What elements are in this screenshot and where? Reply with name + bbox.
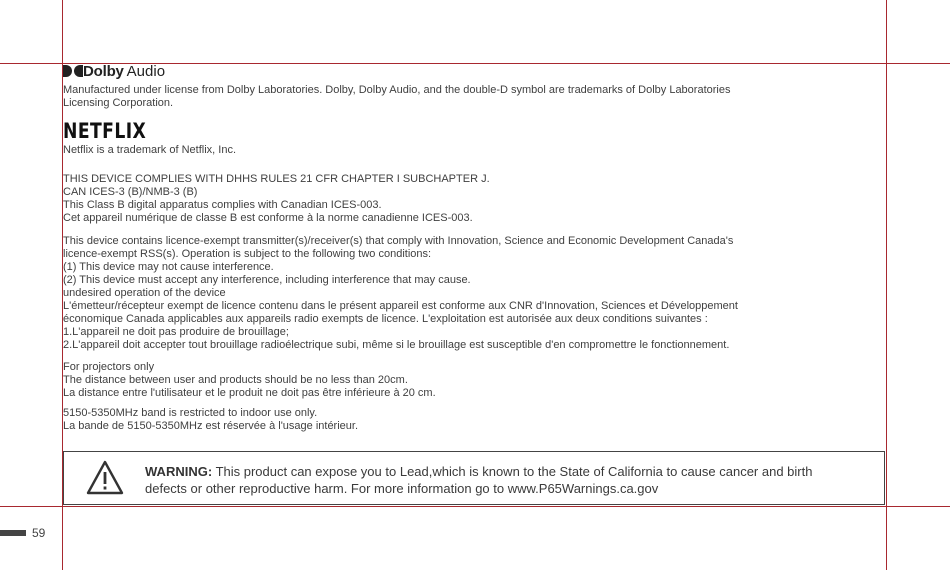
dolby-double-d-icon — [63, 65, 83, 77]
page-number: 59 — [32, 526, 46, 540]
ised-line: 2.L'appareil doit accepter tout brouillage radioélectrique subi, même si le brouillage est susceptible d'en compromettre le fonctionnement. — [63, 339, 730, 351]
netflix-logo: NETFLIX — [63, 119, 147, 143]
ised-line: 1.L'appareil ne doit pas produire de brouillage; — [63, 326, 289, 338]
dolby-text: Licensing Corporation. — [63, 97, 174, 109]
band-line: La bande de 5150-5350MHz est réservée à l'usage intérieur. — [63, 420, 359, 432]
ised-line: (2) This device must accept any interference, including interference that may cause. — [63, 274, 471, 286]
dolby-logo-sub: Audio — [126, 62, 166, 80]
guide-line — [0, 506, 950, 507]
ised-line: (1) This device may not cause interference. — [63, 261, 274, 273]
dolby-text: Manufactured under license from Dolby Laboratories. Dolby, Dolby Audio, and the double-D symbol are trademarks of Dolby Laboratories — [63, 84, 731, 96]
ised-line: L'émetteur/récepteur exempt de licence contenu dans le présent appareil est conforme aux CNR d'Innovation, Sciences et Développement — [63, 300, 738, 312]
ised-line: licence-exempt RSS(s). Operation is subject to the following two conditions: — [63, 248, 432, 260]
warning-line: defects or other reproductive harm. For more information go to www.P65Warnings.ca.gov — [145, 481, 659, 496]
warning-label: WARNING: — [145, 464, 213, 479]
prop65-warning-box — [63, 451, 885, 505]
page-marker-bar — [0, 530, 26, 536]
band-line: 5150-5350MHz band is restricted to indoor use only. — [63, 407, 318, 419]
dolby-logo-word: Dolby — [83, 62, 124, 80]
warning-triangle-icon — [86, 460, 124, 496]
compliance-line: This Class B digital apparatus complies with Canadian ICES-003. — [63, 199, 382, 211]
ised-line: économique Canada applicables aux appareils radio exempts de licence. L'exploitation est autorisée aux deux conditions suivantes : — [63, 313, 708, 325]
projector-line: La distance entre l'utilisateur et le produit ne doit pas être inférieure à 20 cm. — [63, 387, 436, 399]
compliance-line: THIS DEVICE COMPLIES WITH DHHS RULES 21 CFR CHAPTER I SUBCHAPTER J. — [63, 173, 490, 185]
projector-line: The distance between user and products should be no less than 20cm. — [63, 374, 408, 386]
compliance-line: Cet appareil numérique de classe B est conforme à la norme canadienne ICES-003. — [63, 212, 473, 224]
dolby-audio-logo — [63, 64, 165, 78]
netflix-text: Netflix is a trademark of Netflix, Inc. — [63, 144, 236, 156]
guide-line — [886, 0, 887, 570]
ised-line: undesired operation of the device — [63, 287, 226, 299]
compliance-line: CAN ICES-3 (B)/NMB-3 (B) — [63, 186, 198, 198]
warning-line: This product can expose you to Lead,which is known to the State of California to cause cancer and birth — [215, 464, 813, 479]
warning-text — [145, 463, 875, 497]
projector-line: For projectors only — [63, 361, 155, 373]
ised-line: This device contains licence-exempt transmitter(s)/receiver(s) that comply with Innovation, Science and Economic Development Canada's — [63, 235, 734, 247]
